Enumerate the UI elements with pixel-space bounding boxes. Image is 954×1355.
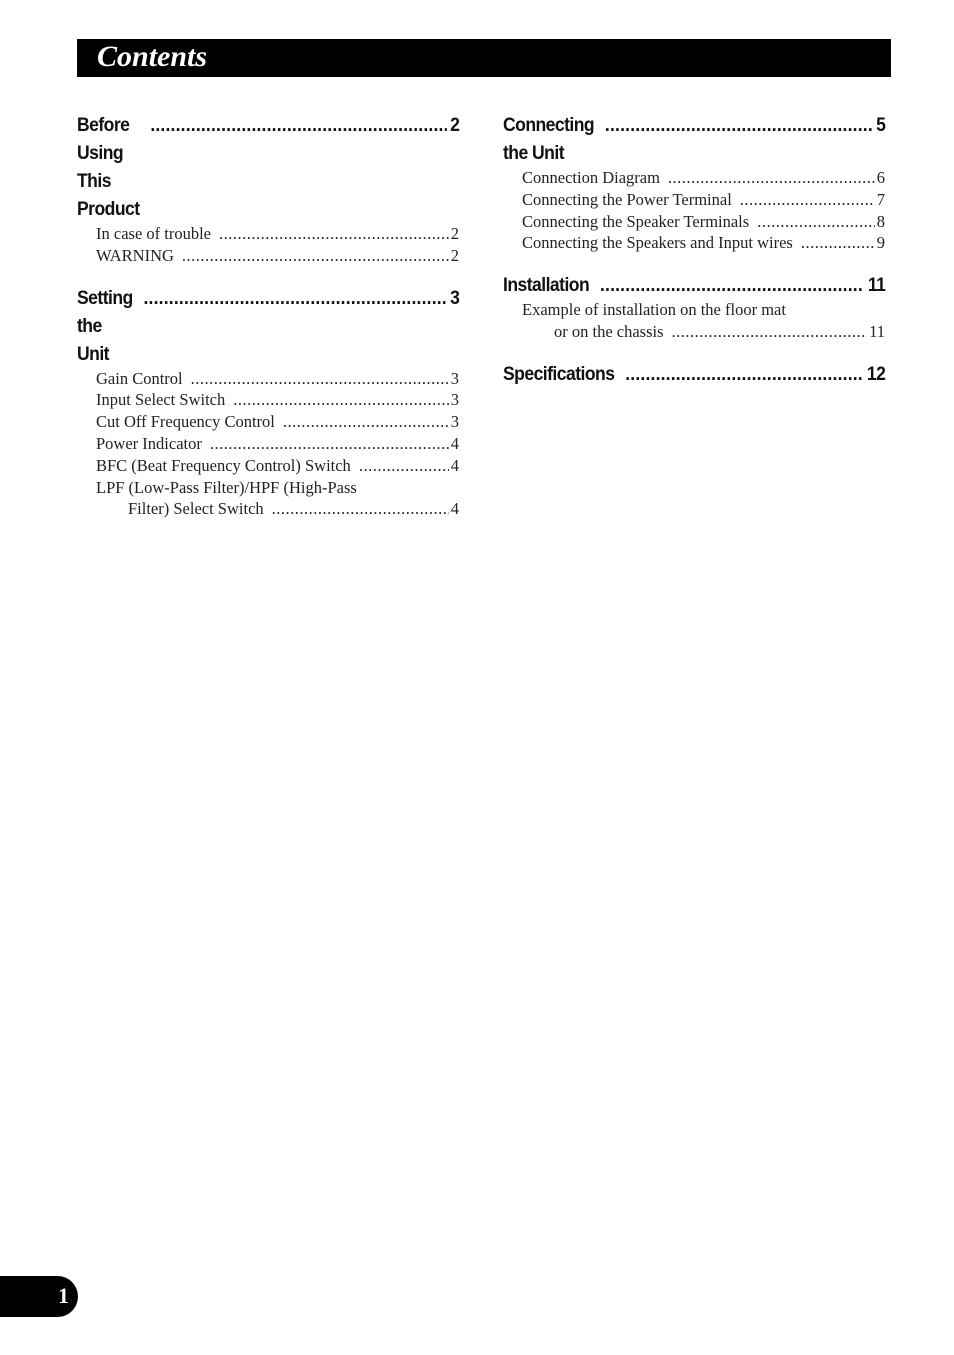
toc-entry-label: Connecting the Power Terminal [522,189,732,209]
dot-leader [272,498,449,520]
toc-entry-label: Power Indicator [96,433,202,453]
toc-entry-page: 3 [450,368,459,388]
toc-entry-label: WARNING [96,245,174,265]
toc-section-before-using [77,111,459,267]
toc-entry-page: 4 [450,499,459,519]
toc-heading-label: Before Using This Product [77,114,140,220]
toc-entry-page: 7 [876,189,885,209]
toc-entry-label: In case of trouble [96,224,211,243]
toc-entry-warning[interactable] [77,245,459,267]
toc-entry-label: LPF (Low-Pass Filter)/HPF (High-Pass [96,477,357,497]
toc-section-installation [503,271,885,343]
toc-heading-page: 11 [867,274,886,297]
toc-entry-input-select-switch[interactable] [77,389,459,411]
page-number: 1 [58,1283,69,1308]
toc-entry-label: Input Select Switch [96,390,226,410]
dot-leader [219,223,449,245]
toc-entry-page: 11 [869,321,885,341]
toc-entry-connection-diagram[interactable] [503,167,885,189]
toc-section-connecting-the-unit [503,111,885,254]
dot-leader [625,360,863,388]
toc-entry-bfc-switch[interactable] [77,455,459,477]
toc-entry-page: 9 [876,233,885,253]
toc-entry-power-terminal[interactable] [503,189,885,211]
toc-heading-label: Installation [503,274,590,297]
dot-leader [150,111,446,139]
toc-entry-label-cont: or on the chassis [554,321,664,341]
title-bar [77,39,891,77]
toc-entry-label: Cut Off Frequency Control [96,412,275,432]
toc-entry-label: Connection Diagram [522,168,660,187]
toc-entry-continuation [96,498,459,520]
dot-leader [283,411,449,433]
dot-leader [672,321,868,343]
toc-heading-page: 5 [876,114,886,136]
toc-section-setting-the-unit [77,284,459,521]
dot-leader [600,271,864,299]
toc-entry-page: 2 [450,224,459,243]
toc-entry-cut-off-frequency[interactable] [77,411,459,433]
toc-entry-page: 3 [450,412,459,432]
toc-heading-connecting-the-unit[interactable] [503,111,885,167]
toc-entry-in-case-of-trouble[interactable] [77,223,459,245]
toc-heading-page: 2 [450,114,460,136]
toc-entry-page: 2 [450,245,459,265]
toc-entry-label: Example of installation on the floor mat [522,300,786,320]
toc-heading-before-using[interactable] [77,111,459,223]
toc-heading-specifications[interactable] [503,360,885,388]
dot-leader [801,232,875,254]
dot-leader [757,211,875,233]
toc-entry-gain-control[interactable] [77,368,459,390]
toc-heading-label: Connecting the Unit [503,114,595,164]
toc-entry-lpf-hpf-switch[interactable] [77,477,459,521]
dot-leader [210,433,449,455]
toc-heading-page: 3 [450,286,460,309]
toc-entry-page: 8 [876,211,885,231]
dot-leader [740,189,875,211]
toc-entry-page: 3 [450,390,459,410]
dot-leader [191,368,449,390]
toc-entry-speakers-input-wires[interactable] [503,232,885,254]
toc-entry-speaker-terminals[interactable] [503,211,885,233]
dot-leader [668,167,875,189]
page-number-tab [0,1276,78,1317]
toc-heading-label: Setting the Unit [77,286,133,365]
toc-entry-label: BFC (Beat Frequency Control) Switch [96,455,351,475]
toc-entry-page: 6 [876,168,885,187]
toc-entry-page: 4 [450,455,459,475]
toc-entry-continuation [522,321,885,343]
toc-entry-power-indicator[interactable] [77,433,459,455]
toc-heading-label: Specifications [503,362,615,385]
page-title: Contents [97,40,208,73]
toc-entry-label: Connecting the Speaker Terminals [522,211,750,231]
dot-leader [359,455,449,477]
dot-leader [605,111,873,139]
toc-heading-installation[interactable] [503,271,885,299]
toc-heading-page: 12 [866,362,886,385]
toc-entry-label: Gain Control [96,368,183,388]
dot-leader [144,284,447,312]
toc-right-column [503,111,885,388]
toc-entry-label: Connecting the Speakers and Input wires [522,233,793,253]
toc-heading-setting-the-unit[interactable] [77,284,459,368]
dot-leader [182,245,449,267]
toc-entry-page: 4 [450,433,459,453]
toc-entry-installation-example[interactable] [503,299,885,343]
toc-section-specifications [503,360,885,388]
toc-entry-label-cont: Filter) Select Switch [128,499,264,519]
dot-leader [233,389,449,411]
toc-left-column [77,111,459,520]
